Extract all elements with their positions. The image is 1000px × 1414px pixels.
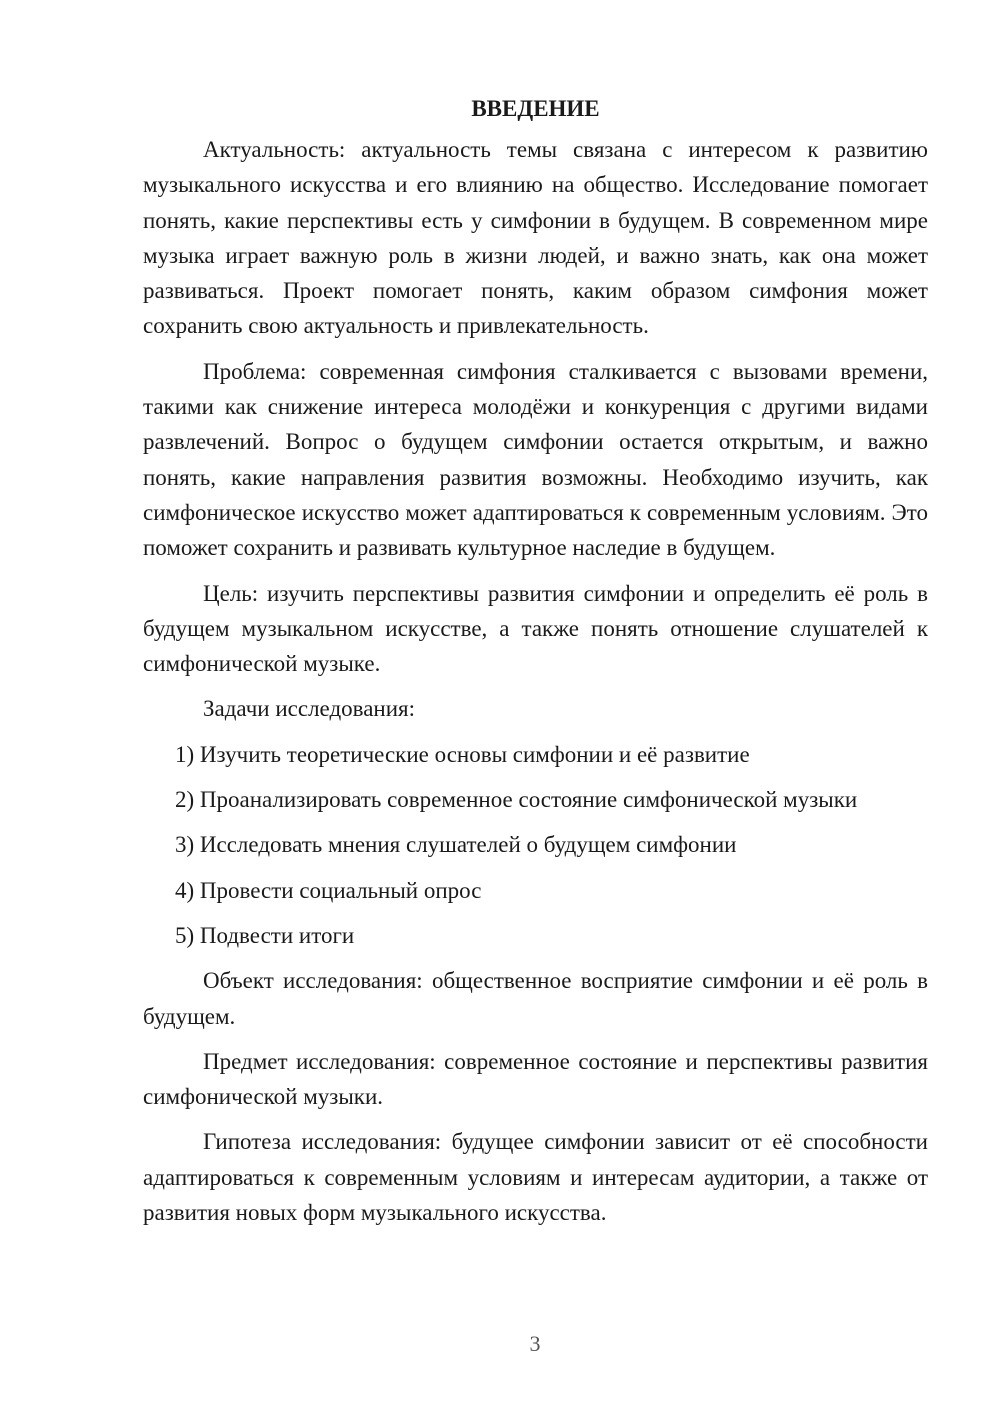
list-item: 3) Исследовать мнения слушателей о будущем симфонии	[175, 832, 737, 858]
relevance-paragraph: Актуальность: актуальность темы связана с интересом к развитию музыкального искусства и его влиянию на общество. Исследование помогает понять, какие перспективы есть у симфонии в будущем. В современном мире музыка играет важную роль в жизни людей, и важно знать, как она может развиваться. Проект помогает понять, каким образом симфония может сохранить свою актуальность и привлекательность.	[143, 137, 928, 339]
list-item: 2) Проанализировать современное состояние симфонической музыки	[175, 787, 858, 813]
tasks-list	[143, 737, 928, 953]
document-page	[143, 92, 928, 1240]
section-title: ВВЕДЕНИЕ	[471, 96, 600, 121]
list-item: 1) Изучить теоретические основы симфонии и её развитие	[175, 741, 750, 767]
hypothesis-paragraph: Гипотеза исследования: будущее симфонии зависит от её способности адаптироваться к современным условиям и интересам аудитории, а также от развития новых форм музыкального искусства.	[143, 1129, 928, 1226]
subject-paragraph: Предмет исследования: современное состояние и перспективы развития симфонической музыки.	[143, 1048, 928, 1110]
list-item: 4) Провести социальный опрос	[175, 877, 482, 903]
object-paragraph: Объект исследования: общественное восприятие симфонии и её роль в будущем.	[143, 968, 928, 1029]
goal-paragraph: Цель: изучить перспективы развития симфонии и определить её роль в будущем музыкальном искусстве, а также понять отношение слушателей к симфонической музыке.	[143, 580, 928, 677]
list-item: 5) Подвести итоги	[175, 922, 355, 948]
page-number: 3	[529, 1331, 541, 1356]
problem-paragraph: Проблема: современная симфония сталкивается с вызовами времени, такими как снижение интереса молодёжи и конкуренция с другими видами развлечений. Вопрос о будущем симфонии остается открытым, и важно понять, какие направления развития возможны. Необходимо изучить, как симфоническое искусство может адаптироваться к современным условиям. Это поможет сохранить и развивать культурное наследие в будущем.	[143, 358, 928, 561]
tasks-heading: Задачи исследования:	[203, 696, 416, 722]
